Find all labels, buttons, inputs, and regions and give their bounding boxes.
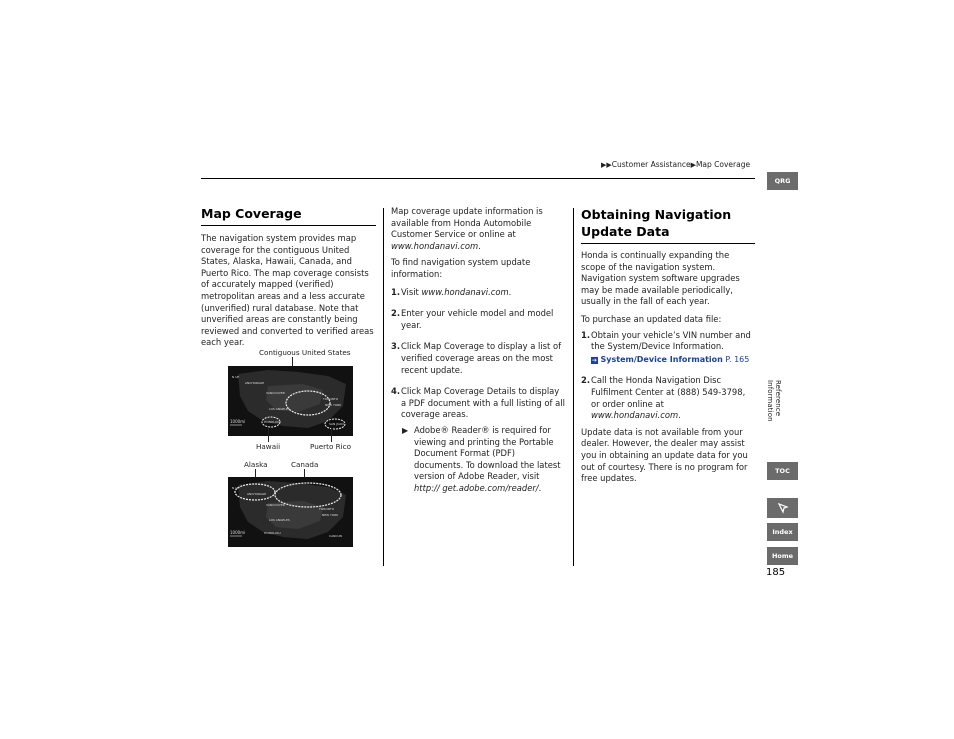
right-column: Honda is continually expanding the scope of the navigation system. Navigation system software upgrades may be made available periodically, usually in the fall of each year. To purchase an updated data file: 1. Obtain your vehicle’s VIN number and the System/Device Information. ➔ System/Device Information P. 165 2. Call the Honda Navigation Disc Fulfilment Center at (888) 549-3798, or order online at www.hondanavi.com. Update data is not available from your dealer. However, the dealer may assist you in obtaining an update data for you out of courtesy. There is no program for free updates. xyxy=(581,250,755,490)
coverage-map-canada xyxy=(228,477,353,547)
leader-line xyxy=(268,428,269,442)
cross-reference[interactable] xyxy=(581,354,755,366)
note: ▶ Adobe® Reader® is required for viewing and printing the Portable Document Format (PDF) documents. To download the latest version of Adobe Reader, visit http:// get.adobe.com/reader/. xyxy=(402,424,561,493)
map-label: VANCOUVER xyxy=(266,391,285,395)
map-caption: Hawaii xyxy=(256,442,281,451)
map-label: HONOLULU xyxy=(264,420,281,424)
reference-link[interactable]: System/Device Information xyxy=(600,354,723,364)
map-label: ANCHORAGE xyxy=(247,492,267,496)
map-scale: 1000mi xyxy=(230,530,246,535)
map-label: VANCOUVER xyxy=(266,503,285,507)
map-label: TORONTO xyxy=(323,397,339,401)
index-button[interactable]: Index xyxy=(767,523,798,541)
website-link[interactable]: www.hondanavi.com xyxy=(391,240,479,251)
map-label: HONOLULU xyxy=(264,531,281,535)
find-text: To find navigation system update information: xyxy=(391,257,531,279)
map-label: SAN JUAN xyxy=(329,422,344,426)
map-label: NEW YORK xyxy=(325,403,342,407)
map-scale: 1000mi xyxy=(230,419,246,424)
breadcrumb xyxy=(601,160,750,169)
list-item: 2. Call the Honda Navigation Disc Fulfilment Center at (888) 549-3798, or order online at www.hondanavi.com. xyxy=(581,375,746,421)
arrow-icon: ▶ xyxy=(402,425,409,435)
intro-text: Map coverage update information is available from Honda Automobile Customer Service or online at www.hondanavi.com. xyxy=(391,206,543,251)
arrow-icon: ▶ xyxy=(690,161,696,169)
website-link[interactable]: http:// get.adobe.com/reader/ xyxy=(414,482,539,493)
map-label: LOS ANGELES xyxy=(269,407,290,411)
navigation-icon xyxy=(777,502,789,514)
column-divider xyxy=(573,208,574,566)
map-caption: Canada xyxy=(291,460,319,469)
double-arrow-icon: ▶▶ xyxy=(601,161,612,169)
map-label: N UP xyxy=(232,486,240,490)
map-caption: Puerto Rico xyxy=(310,442,351,451)
list-item: 2. Enter your vehicle model and model year. xyxy=(391,308,554,330)
map-caption: Contiguous United States xyxy=(259,348,351,357)
list-item: 3. Click Map Coverage to display a list of verified coverage areas on the most recent update. xyxy=(391,341,562,375)
middle-column xyxy=(391,206,566,494)
title-underline xyxy=(201,225,376,226)
list-item: 1. Visit www.hondanavi.com. xyxy=(391,286,512,297)
section-tab-label: Reference Information xyxy=(766,380,782,422)
map-label: NEW YORK xyxy=(322,513,339,517)
list-item: 1. Obtain your vehicle’s VIN number and the System/Device Information. xyxy=(581,329,751,352)
column-divider xyxy=(383,208,384,566)
title-underline xyxy=(581,243,755,244)
map-label: ANCHORAGE xyxy=(245,381,265,385)
map-label: CANCUN xyxy=(329,534,342,538)
page-number: 185 xyxy=(766,567,786,578)
map-label: LOS ANGELES xyxy=(269,518,290,522)
section-title: Obtaining Navigation Update Data xyxy=(581,207,732,239)
breadcrumb-item[interactable]: Customer Assistance xyxy=(611,160,691,169)
qrg-button[interactable]: QRG xyxy=(767,172,798,190)
map-label: TORONTO xyxy=(319,507,335,511)
home-button[interactable]: Home xyxy=(767,547,798,565)
reference-icon: ➔ xyxy=(591,356,598,364)
website-link[interactable]: www.hondanavi.com xyxy=(421,286,509,297)
map-caption: Alaska xyxy=(244,460,268,469)
website-link[interactable]: www.hondanavi.com xyxy=(591,410,679,421)
navigation-section-button[interactable] xyxy=(767,498,798,518)
coverage-map-us xyxy=(228,366,353,436)
breadcrumb-item[interactable]: Map Coverage xyxy=(695,160,751,169)
intro-paragraph: The navigation system provides map coverage for the contiguous United States, Alaska, Hawaii, Canada, and Puerto Rico. The map coverage consists of accurately mapped (verified) metropolitan areas and a less accurate (unverified) rural database. Note that unverified areas are constantly being reviewed and converted to verified areas each year. xyxy=(201,233,374,348)
map-label: N UP xyxy=(232,375,240,379)
leader-line xyxy=(331,428,332,442)
section-title: Map Coverage xyxy=(201,206,302,221)
header-divider xyxy=(201,178,755,179)
toc-button[interactable]: TOC xyxy=(767,462,798,480)
reference-page[interactable]: P. 165 xyxy=(725,354,750,364)
list-item: 4. Click Map Coverage Details to display a PDF document with a full listing of all coverage areas. xyxy=(391,386,565,420)
